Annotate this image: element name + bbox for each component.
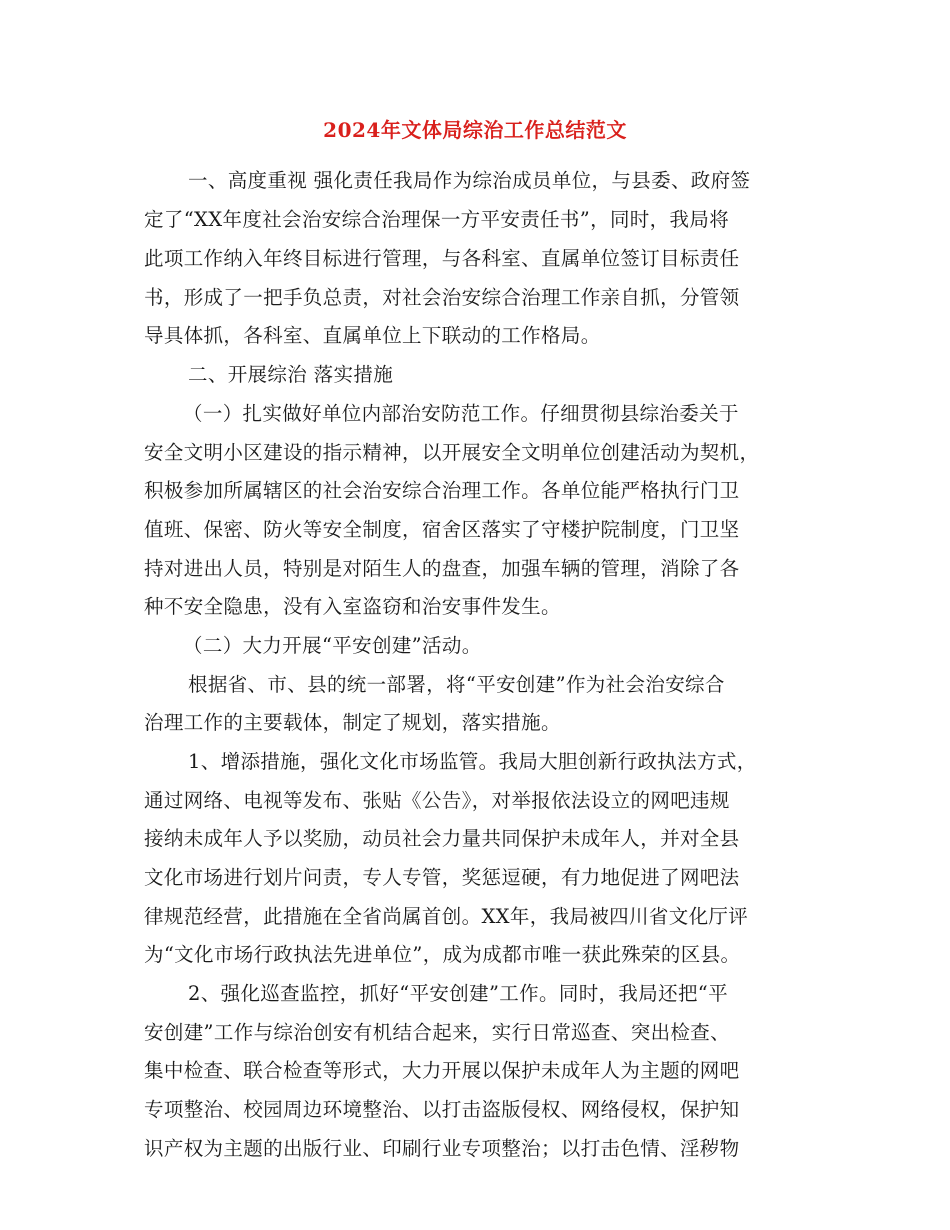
paragraph-line: 根据省、市、县的统一部署，将“平安创建”作为社会治安综合 xyxy=(188,673,725,696)
paragraph-line: 专项整治、校园周边环境整治、以打击盗版侵权、网络侵权，保护知 xyxy=(144,1098,740,1121)
paragraph-line: （一）扎实做好单位内部治安防范工作。仔细贯彻县综治委关于 xyxy=(183,402,739,425)
paragraph-line: 书，形成了一把手负总责，对社会治安综合治理工作亲自抓，分管领 xyxy=(144,286,740,309)
paragraph-line: 治理工作的主要载体，制定了规划，落实措施。 xyxy=(144,711,561,734)
paragraph-line: 此项工作纳入年终目标进行管理，与各科室、直属单位签订目标责任 xyxy=(144,247,740,270)
subsection-heading: （二）大力开展“平安创建”活动。 xyxy=(183,634,482,657)
paragraph-line: 安创建”工作与综治创安有机结合起来，实行日常巡查、突出检查、 xyxy=(144,1021,730,1044)
section-heading: 二、开展综治 落实措施 xyxy=(188,363,394,386)
paragraph-line: 种不安全隐患，没有入室盗窃和治安事件发生。 xyxy=(144,595,561,618)
paragraph-line: 定了“XX年度社会治安综合治理保一方平安责任书”，同时，我局将 xyxy=(144,208,730,231)
paragraph-line: 识产权为主题的出版行业、印刷行业专项整治；以打击色情、淫秽物 xyxy=(144,1137,740,1160)
paragraph-line: 1、增添措施，强化文化市场监管。我局大胆创新行政执法方式， xyxy=(188,750,757,773)
paragraph-line: 接纳未成年人予以奖励，动员社会力量共同保护未成年人，并对全县 xyxy=(144,827,740,850)
paragraph-line: 安全文明小区建设的指示精神，以开展安全文明单位创建活动为契机， xyxy=(144,441,760,464)
paragraph-line: 律规范经营，此措施在全省尚属首创。XX年，我局被四川省文化厅评 xyxy=(144,905,749,928)
paragraph-line: 导具体抓，各科室、直属单位上下联动的工作格局。 xyxy=(144,324,601,347)
paragraph-line: 通过网络、电视等发布、张贴《公告》，对举报依法设立的网吧违规 xyxy=(144,789,730,812)
paragraph-line: 文化市场进行划片问责，专人专管，奖惩逗硬，有力地促进了网吧法 xyxy=(144,866,740,889)
paragraph-line: 一、高度重视 强化责任我局作为综治成员单位，与县委、政府签 xyxy=(188,169,751,192)
paragraph-line: 集中检查、联合检查等形式，大力开展以保护未成年人为主题的网吧 xyxy=(144,1059,740,1082)
paragraph-line: 持对进出人员，特别是对陌生人的盘查，加强车辆的管理，消除了各 xyxy=(144,557,740,580)
paragraph-line: 2、强化巡查监控，抓好“平安创建”工作。同时，我局还把“平 xyxy=(188,982,728,1005)
document-title: 2024年文体局综治工作总结范文 xyxy=(323,118,627,142)
paragraph-line: 值班、保密、防火等安全制度，宿舍区落实了守楼护院制度，门卫坚 xyxy=(144,518,740,541)
paragraph-line: 积极参加所属辖区的社会治安综合治理工作。各单位能严格执行门卫 xyxy=(144,479,740,502)
paragraph-line: 为“文化市场行政执法先进单位”，成为成都市唯一获此殊荣的区县。 xyxy=(144,943,741,966)
